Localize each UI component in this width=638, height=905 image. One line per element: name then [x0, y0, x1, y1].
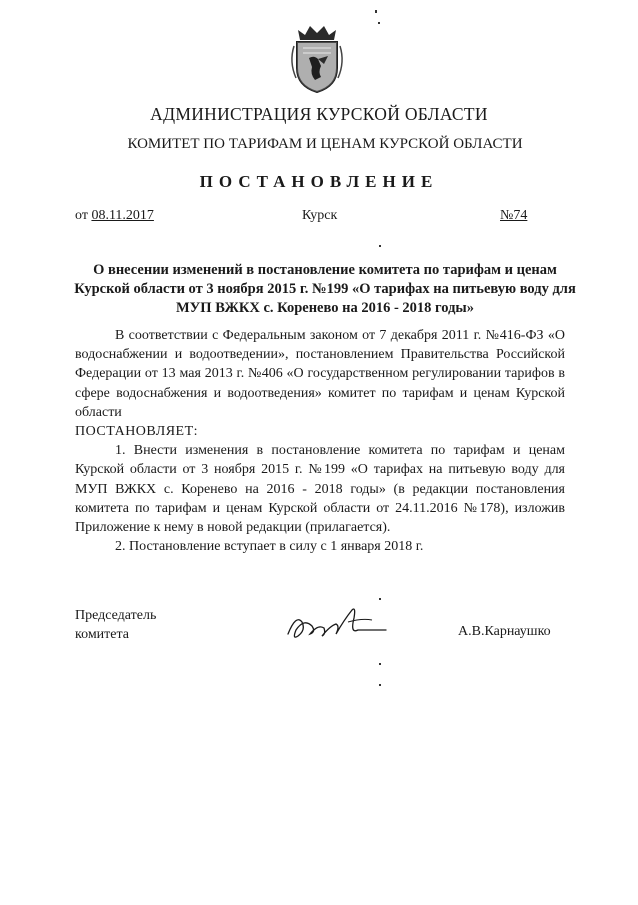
- scan-speck: [379, 245, 381, 247]
- org-title: АДМИНИСТРАЦИЯ КУРСКОЙ ОБЛАСТИ: [150, 104, 488, 124]
- scan-speck: [379, 684, 381, 686]
- item-2-paragraph: 2. Постановление вступает в силу с 1 января 2018 г.: [115, 539, 424, 555]
- signatory-name: А.В.Карнаушко: [458, 624, 551, 639]
- document-date: [75, 208, 154, 224]
- committee-title: КОМИТЕТ ПО ТАРИФАМ И ЦЕНАМ КУРСКОЙ ОБЛАСТИ: [127, 136, 523, 152]
- handwritten-signature: [282, 604, 422, 646]
- item-1-paragraph: 1. Внести изменения в постановление комитета по тарифам и ценам Курской области от 3 ноября 2015 г. №199 «О тарифах на питьевую воду для МУП ВЖКХ с. Коренево на 2016 - 2018 годы» (в редакции постановления комитета по тарифам и ценам Курской области от 24.11.2016 №178), изложив Приложение к нему в новой редакции (прилагается).: [75, 443, 565, 536]
- date-value: 08.11.2017: [91, 208, 154, 223]
- preamble-paragraph: В соответствии с Федеральным законом от 7 декабря 2011 г. №416-ФЗ «О водоснабжении и водоотведении», постановлением Правительства Российской Федерации от 13 мая 2013 г. №406 «О государственном регулировании тарифов в сфере водоснабжения и водоотведения» комитет по тарифам и ценам Курской области: [75, 328, 565, 420]
- coat-of-arms-icon: [288, 22, 346, 94]
- signatory-role: [75, 606, 156, 644]
- scan-speck: [378, 22, 380, 24]
- document-number: №74: [500, 208, 528, 223]
- document-body: [75, 326, 565, 556]
- role-line-2: комитета: [75, 627, 130, 642]
- document-subject: О внесении изменений в постановление комитета по тарифам и ценам Курской области от 3 ноября 2015 г. №199 «О тарифах на питьевую воду для МУП ВЖКХ с. Коренево на 2016 - 2018 годы»: [74, 262, 576, 316]
- scan-speck: [379, 598, 381, 600]
- role-line-1: Председатель: [75, 608, 157, 623]
- scan-speck: [375, 10, 377, 13]
- date-prefix: от: [75, 208, 88, 223]
- document-type: ПОСТАНОВЛЕНИЕ: [199, 172, 439, 191]
- scan-speck: [379, 663, 381, 665]
- document-city: Курск: [302, 208, 338, 223]
- resolves-heading: ПОСТАНОВЛЯЕТ:: [75, 424, 199, 440]
